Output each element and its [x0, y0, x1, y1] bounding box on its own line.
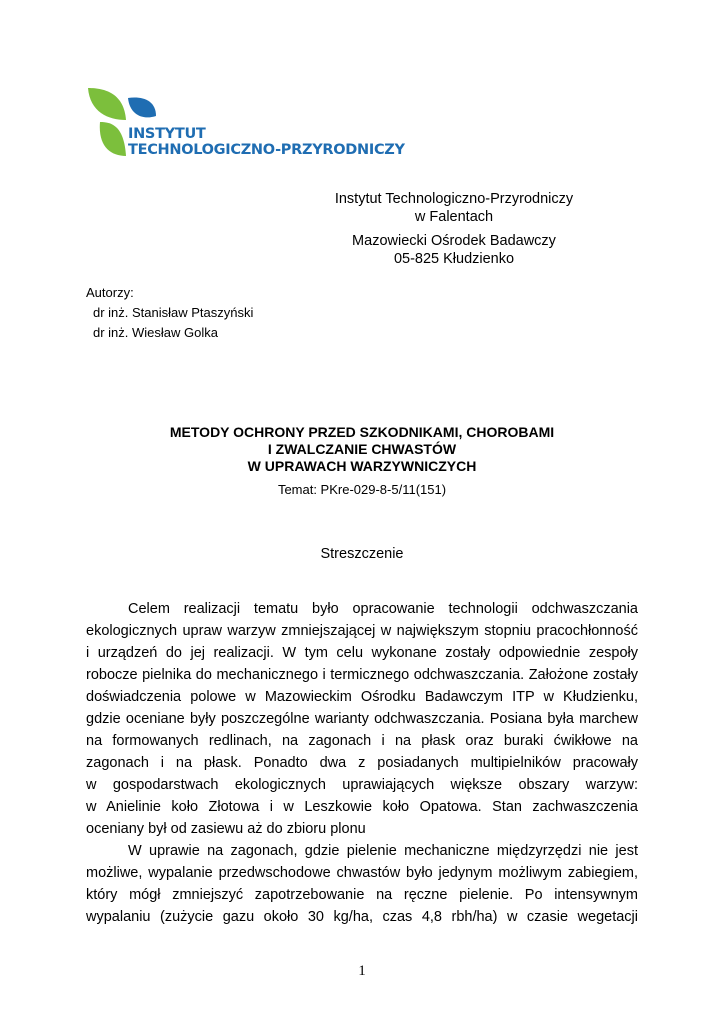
title-line: I ZWALCZANIE CHWASTÓW	[267, 441, 457, 457]
author-name: dr inż. Stanisław Ptaszyński	[93, 305, 254, 320]
postal-address: 05-825 Kłudzienko	[393, 251, 515, 267]
body-line: możliwe, wypalanie przedwschodowe chwastów było jedynym możliwym zabiegiem,	[86, 865, 638, 881]
body-line: oceniany był od zasiewu aż do zbioru plonu	[86, 821, 366, 837]
authors-block	[86, 283, 253, 343]
abstract-body	[86, 598, 638, 928]
logo-line-1: INSTYTUT	[128, 126, 206, 142]
topic-code: Temat: PKre-029-8-5/11(151)	[277, 482, 447, 497]
body-line: ekologicznych upraw warzyw zmniejszającej w największym stopniu pracochłonność	[86, 623, 638, 639]
document-title	[0, 424, 724, 475]
body-line: który mógł zmniejszyć zapotrzebowanie na ręczne pielenie. Po intensywnym	[86, 887, 638, 903]
body-line: w Anielinie koło Złotowa i w Leszkowie koło Opatowa. Stan zachwaszczenia	[86, 799, 638, 815]
body-line: robocze pielnika do mechanicznego i termicznego odchwaszczania. Założone zostały	[86, 667, 638, 683]
institution-address	[284, 190, 624, 268]
section-heading: Streszczenie	[320, 546, 404, 562]
institute-logo	[86, 86, 406, 160]
body-line: na formowanych redlinach, na zagonach i na płask oraz buraki ćwikłowe na	[86, 733, 638, 749]
authors-label: Autorzy:	[86, 285, 134, 300]
title-line: W UPRAWACH WARZYWNICZYCH	[247, 458, 477, 474]
author-name: dr inż. Wiesław Golka	[93, 325, 218, 340]
body-line: gdzie oceniane były poszczególne warianty odchwaszczania. Posiana była marchew	[86, 711, 638, 727]
body-line: zagonach i na płask. Ponadto dwa z posiadanych multipielników pracowały	[86, 755, 638, 771]
research-center-name: Mazowiecki Ośrodek Badawczy	[352, 233, 556, 249]
logo-line-2: TECHNOLOGICZNO-PRZYRODNICZY	[128, 142, 405, 158]
logo-wordmark	[128, 126, 405, 158]
body-line: doświadczenia polowe w Mazowieckim Ośrodku Badawczym ITP w Kłudzienku,	[86, 689, 638, 705]
title-line: METODY OCHRONY PRZED SZKODNIKAMI, CHOROBAMI	[169, 424, 555, 440]
institution-name: Instytut Technologiczno-Przyrodniczy	[334, 191, 574, 207]
body-line: wypalaniu (zużycie gazu około 30 kg/ha, czas 4,8 rbh/ha) w czasie wegetacji	[86, 909, 638, 925]
page-number: 1	[358, 963, 366, 979]
body-line: W uprawie na zagonach, gdzie pielenie mechaniczne międzyrzędzi nie jest	[128, 843, 638, 859]
body-line: w gospodarstwach ekologicznych uprawiających większe obszary warzyw:	[86, 777, 638, 793]
institution-location: w Falentach	[414, 209, 494, 225]
body-line: Celem realizacji tematu było opracowanie technologii odchwaszczania	[128, 601, 638, 617]
body-line: i urządzeń do jej realizacji. W tym celu wykonane zostały odpowiednie zespoły	[86, 645, 638, 661]
